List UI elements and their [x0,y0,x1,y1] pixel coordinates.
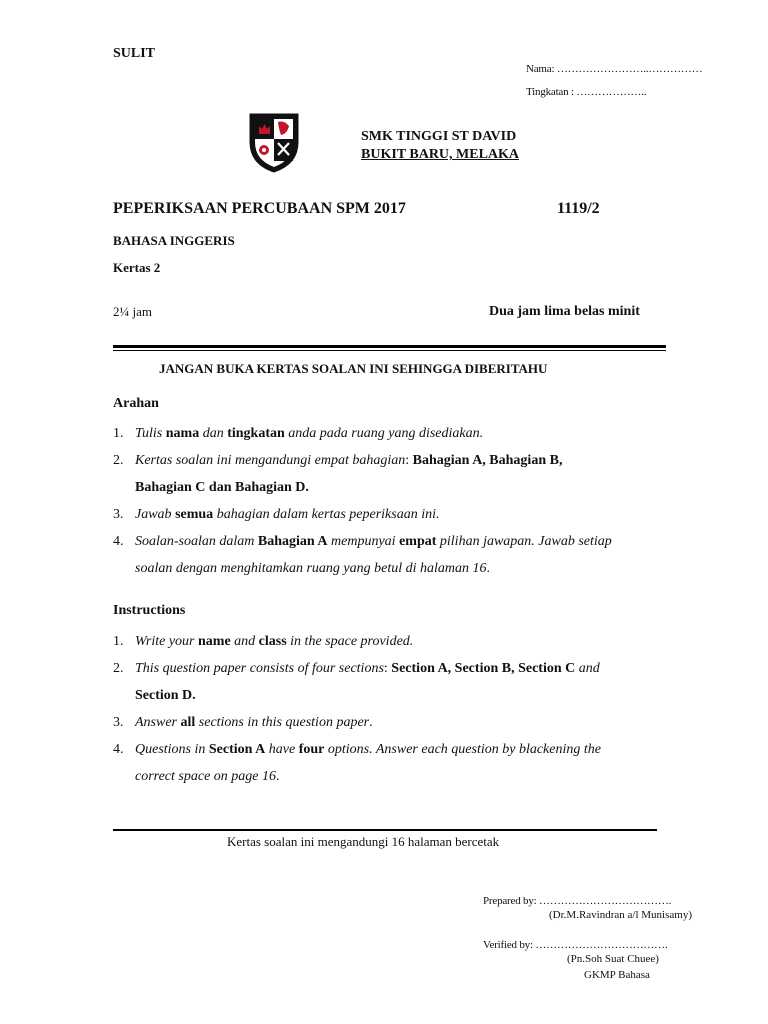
list-item: 1. Tulis nama dan tingkatan anda pada ruang yang disediakan. [113,426,484,441]
verified-by-name: (Pn.Soh Suat Chuee) [567,953,659,965]
list-item: 2. Kertas soalan ini mengandungi empat bahagian: Bahagian A, Bahagian B, [113,453,563,468]
verified-by-title: GKMP Bahasa [584,969,650,981]
verified-by-label: Verified by: ………………………………. [483,939,668,951]
sulit-label: SULIT [113,46,156,61]
instructions-list [113,628,601,790]
name-field-label: Nama: ……………………..…………… [526,63,703,75]
duration-words: Dua jam lima belas minit [489,304,640,319]
school-name: SMK TINGGI ST DAVID [361,129,517,144]
list-item-continued: Bahagian C dan Bahagian D. [135,480,309,495]
arahan-heading: Arahan [113,396,159,411]
list-item: 4. Soalan-soalan dalam Bahagian A mempunyai empat pilihan jawapan. Jawab setiap [113,534,612,549]
prepared-by-label: Prepared by: ………………………………. [483,895,672,907]
school-location: BUKIT BARU, MELAKA [361,147,520,162]
arahan-list [113,420,612,582]
list-item: 1. Write your name and class in the space provided. [113,634,414,649]
paper-number: Kertas 2 [113,260,161,275]
exam-title: PEPERIKSAAN PERCUBAAN SPM 2017 [113,200,406,217]
list-item: 3. Answer all sections in this question paper. [113,715,373,730]
list-item: 3. Jawab semua bahagian dalam kertas peperiksaan ini. [113,507,440,522]
duration: 2¼ jam [113,304,152,319]
pages-note: Kertas soalan ini mengandungi 16 halaman bercetak [227,834,500,849]
warning-notice: JANGAN BUKA KERTAS SOALAN INI SEHINGGA DIBERITAHU [159,361,548,376]
list-item-continued: soalan dengan menghitamkan ruang yang betul di halaman 16. [135,561,491,576]
divider-thick [113,345,666,348]
list-item: 2. This question paper consists of four sections: Section A, Section B, Section C and [113,661,600,676]
list-item: 4. Questions in Section A have four options. Answer each question by blackening the [113,742,601,757]
exam-code: 1119/2 [557,200,600,217]
list-item-continued: Section D. [135,688,196,703]
school-crest-logo [248,112,300,174]
divider-thin [113,350,666,351]
subject-name: BAHASA INGGERIS [113,233,235,248]
prepared-by-name: (Dr.M.Ravindran a/l Munisamy) [549,909,692,921]
list-item-continued: correct space on page 16. [135,769,280,784]
footer-divider [113,829,657,831]
class-field-label: Tingkatan : ……………….. [526,86,647,98]
instructions-heading: Instructions [113,603,186,618]
